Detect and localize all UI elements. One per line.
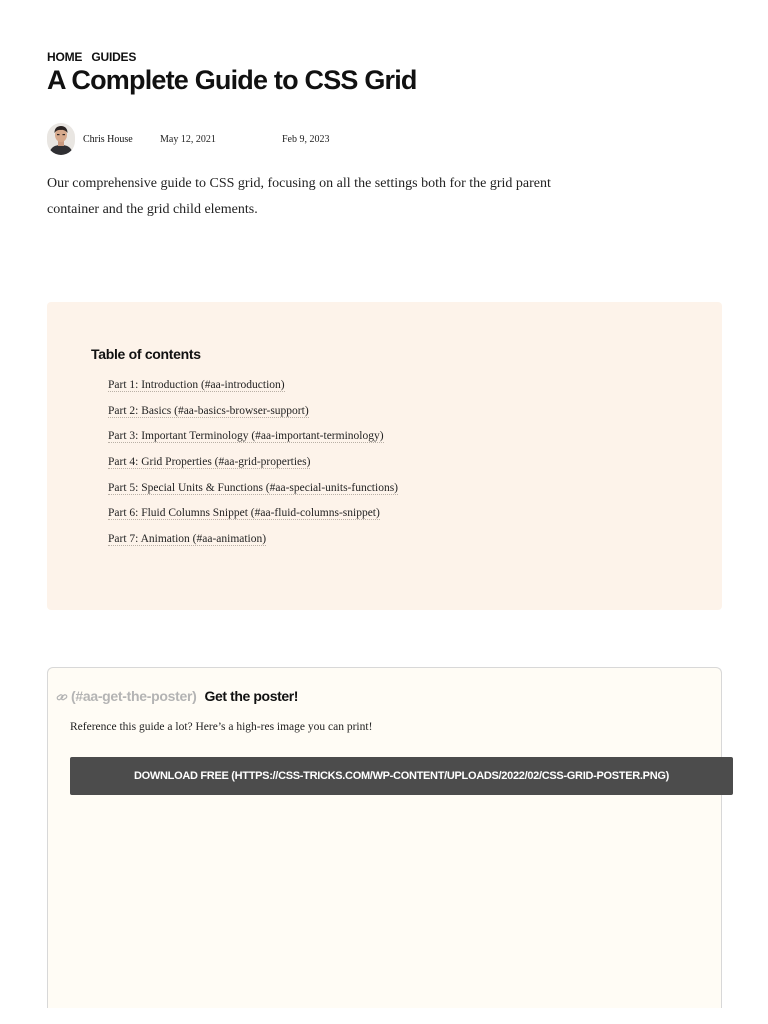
toc-link-special-units[interactable]: Part 5: Special Units & Functions (#aa-special-units-functions) bbox=[108, 481, 398, 494]
article-meta bbox=[47, 123, 447, 155]
toc-link-terminology[interactable]: Part 3: Important Terminology (#aa-important-terminology) bbox=[108, 430, 384, 443]
avatar-icon bbox=[47, 123, 75, 155]
updated-date: Feb 9, 2023 bbox=[282, 134, 330, 145]
toc-link-grid-properties[interactable]: Part 4: Grid Properties (#aa-grid-properties) bbox=[108, 456, 311, 469]
table-of-contents bbox=[47, 302, 722, 610]
link-icon bbox=[56, 690, 68, 702]
toc-link-introduction[interactable]: Part 1: Introduction (#aa-introduction) bbox=[108, 379, 285, 391]
toc-item bbox=[108, 426, 398, 452]
toc-link-fluid-columns[interactable]: Part 6: Fluid Columns Snippet (#aa-fluid-columns-snippet) bbox=[108, 507, 380, 520]
toc-item bbox=[108, 478, 398, 504]
toc-item bbox=[108, 375, 398, 401]
page-title: A Complete Guide to CSS Grid bbox=[47, 65, 417, 95]
download-poster-button[interactable]: DOWNLOAD FREE (HTTPS://CSS-TRICKS.COM/WP-CONTENT/UPLOADS/2022/02/CSS-GRID-POSTER.PNG) bbox=[70, 757, 733, 795]
author-name[interactable]: Chris House bbox=[83, 134, 133, 145]
toc-item bbox=[108, 529, 398, 555]
author-avatar[interactable] bbox=[47, 123, 75, 155]
breadcrumb-home-link[interactable]: HOME bbox=[47, 50, 83, 64]
toc-list bbox=[108, 375, 398, 555]
poster-description: Reference this guide a lot? Here’s a high-res image you can print! bbox=[70, 721, 373, 733]
poster-heading bbox=[56, 688, 298, 704]
poster-heading-text: Get the poster! bbox=[204, 688, 299, 704]
poster-section bbox=[47, 667, 722, 1008]
toc-title: Table of contents bbox=[91, 346, 201, 362]
breadcrumb-guides-link[interactable]: GUIDES bbox=[91, 50, 137, 64]
toc-link-animation[interactable]: Part 7: Animation (#aa-animation) bbox=[108, 533, 267, 546]
toc-item bbox=[108, 503, 398, 529]
article-description: Our comprehensive guide to CSS grid, focusing on all the settings both for the grid parent container and the grid child elements. bbox=[47, 176, 551, 217]
toc-item bbox=[108, 452, 398, 478]
published-date: May 12, 2021 bbox=[160, 134, 216, 145]
breadcrumb bbox=[47, 50, 142, 64]
toc-item bbox=[108, 401, 398, 427]
toc-link-basics[interactable]: Part 2: Basics (#aa-basics-browser-support) bbox=[108, 404, 309, 417]
poster-anchor-link[interactable]: (#aa-get-the-poster) bbox=[71, 688, 197, 704]
